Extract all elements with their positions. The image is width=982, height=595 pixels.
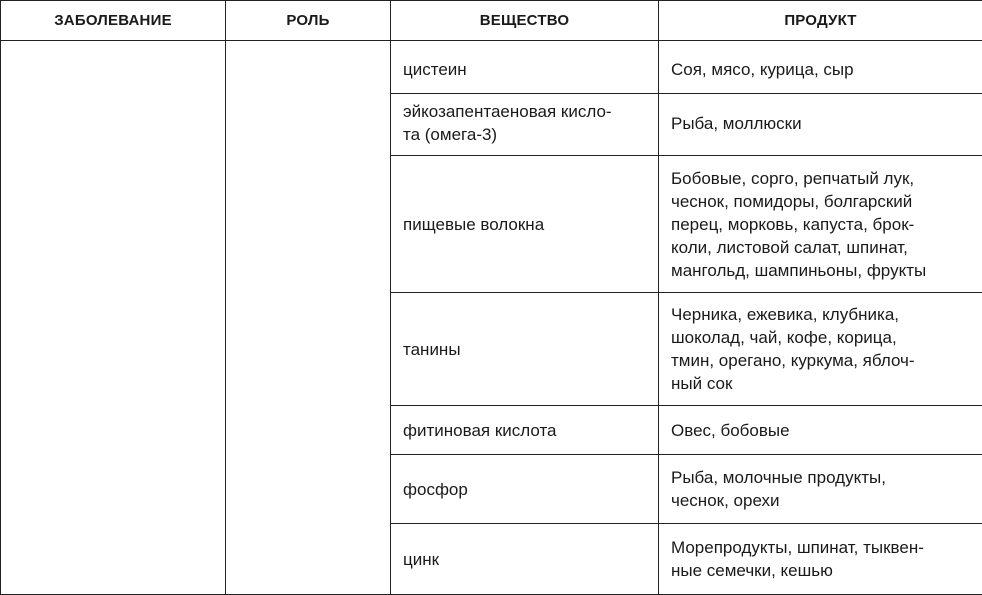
product-cell: Морепродукты, шпинат, тыквен- ные семечки, кешью: [659, 524, 982, 595]
header-disease: ЗАБОЛЕВАНИЕ: [1, 1, 226, 41]
product-cell: Овес, бобовые: [659, 406, 982, 455]
header-product: ПРОДУКТ: [659, 1, 982, 41]
table-row: [1, 41, 982, 94]
header-row: [1, 1, 982, 41]
substance-cell: цистеин: [391, 41, 659, 94]
disease-cell: [1, 41, 226, 595]
product-cell: Соя, мясо, курица, сыр: [659, 41, 982, 94]
header-substance: ВЕЩЕСТВО: [391, 1, 659, 41]
substance-cell: фитиновая кислота: [391, 406, 659, 455]
substance-cell: эйкозапентаеновая кисло- та (омега-3): [391, 94, 659, 156]
product-cell: Рыба, моллюски: [659, 94, 982, 156]
role-cell: [226, 41, 391, 595]
substance-cell: танины: [391, 293, 659, 406]
substance-cell: цинк: [391, 524, 659, 595]
product-cell: Рыба, молочные продукты, чеснок, орехи: [659, 455, 982, 524]
header-role: РОЛЬ: [226, 1, 391, 41]
product-cell: Черника, ежевика, клубника, шоколад, чай, кофе, корица, тмин, орегано, куркума, яблоч- ный сок: [659, 293, 982, 406]
substance-cell: фосфор: [391, 455, 659, 524]
substance-cell: пищевые волокна: [391, 156, 659, 293]
product-cell: Бобовые, сорго, репчатый лук, чеснок, помидоры, болгарский перец, морковь, капуста, брок- коли, листовой салат, шпинат, мангольд, шампиньоны, фрукты: [659, 156, 982, 293]
